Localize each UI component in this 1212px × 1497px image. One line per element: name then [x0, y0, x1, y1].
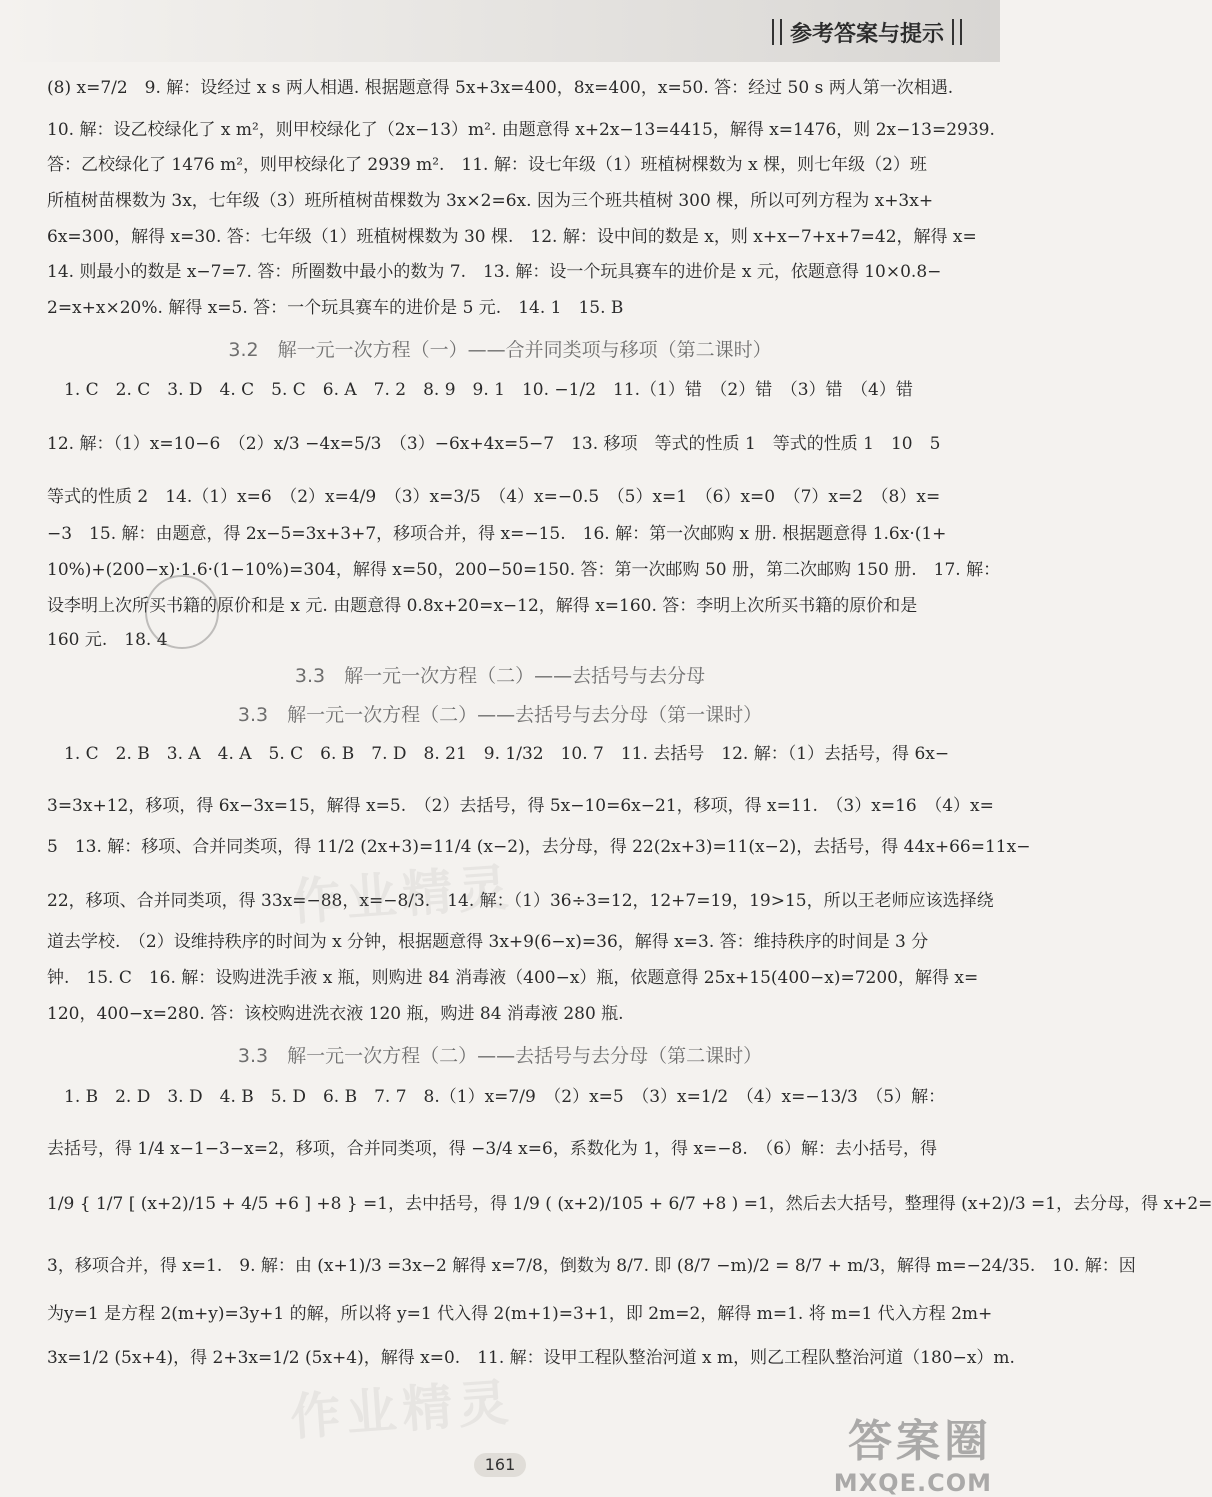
answer-line: 10%)+(200−x)·1.6·(1−10%)=304，解得 x=50，200−50=150. 答：第一次邮购 50 册，第二次邮购 150 册. 17. 解： — [47, 560, 1001, 580]
answer-line: 14. 则最小的数是 x−7=7. 答：所圈数中最小的数为 7. 13. 解：设一个玩具赛车的进价是 x 元，依题意得 10×0.8− — [47, 262, 942, 282]
answer-line: 设李明上次所买书籍的原价和是 x 元. 由题意得 0.8x+20=x−12，解得 x=160. 答：李明上次所买书籍的原价和是 — [47, 596, 918, 616]
answer-line: 6x=300，解得 x=30. 答：七年级（1）班植树棵数为 30 棵. 12. 解：设中间的数是 x，则 x+x−7+x+7=42，解得 x= — [47, 227, 977, 247]
section-heading: 3.3 解一元一次方程（二）——去括号与去分母（第一课时） — [237, 704, 763, 726]
answer-line: −3 15. 解：由题意，得 2x−5=3x+3+7，移项合并，得 x=−15. 16. 解：第一次邮购 x 册. 根据题意得 1.6x·(1+ — [47, 524, 947, 544]
answer-line: 3=3x+12，移项，得 6x−3x=15，解得 x=5. （2）去括号，得 5x−10=6x−21，移项，得 x=11. （3）x=16 （4）x= — [47, 796, 994, 816]
site-url: MXQE.COM — [833, 1469, 992, 1497]
answer-line: 钟. 15. C 16. 解：设购进洗手液 x 瓶，则购进 84 消毒液（400−x）瓶，依题意得 25x+15(400−x)=7200，解得 x= — [47, 968, 979, 988]
answer-line: 3x=1/2 (5x+4)，得 2+3x=1/2 (5x+4)，解得 x=0. 11. 解：设甲工程队整治河道 x m，则乙工程队整治河道（180−x）m. — [47, 1348, 1015, 1368]
answer-line: 所植树苗棵数为 3x，七年级（3）班所植树苗棵数为 3x×2=6x. 因为三个班共植树 300 棵，所以可列方程为 x+3x+ — [47, 191, 934, 211]
answer-line: 22，移项、合并同类项，得 33x=−88，x=−8/3. 14. 解：（1）36÷3=12，12+7=19，19>15，所以王老师应该选择绕 — [47, 891, 994, 911]
answer-line: 3，移项合并，得 x=1. 9. 解：由 (x+1)/3 =3x−2 解得 x=7/8，倒数为 8/7. 即 (8/7 −m)/2 = 8/7 + m/3，解得 m=−24/35. 10. 解：因 — [47, 1256, 1136, 1276]
section-heading: 3.3 解一元一次方程（二）——去括号与去分母 — [294, 665, 706, 687]
site-logo — [834, 1405, 992, 1497]
answer-line: 为y=1 是方程 2(m+y)=3y+1 的解，所以将 y=1 代入得 2(m+1)=3+1，即 2m=2，解得 m=1. 将 m=1 代入方程 2m+ — [47, 1304, 993, 1324]
answer-line: 5 13. 解：移项、合并同类项，得 11/2 (2x+3)=11/4 (x−2)，去分母，得 22(2x+3)=11(x−2)，去括号，得 44x+66=11x− — [47, 837, 1031, 857]
answer-line: 12. 解：（1）x=10−6 （2）x/3 −4x=5/3 （3）−6x+4x=5−7 13. 移项 等式的性质 1 等式的性质 1 10 5 — [47, 434, 941, 454]
answer-line: 2=x+x×20%. 解得 x=5. 答：一个玩具赛车的进价是 5 元. 14. 1 15. B — [47, 298, 624, 318]
answer-line: 等式的性质 2 14.（1）x=6 （2）x=4/9 （3）x=3/5 （4）x=−0.5 （5）x=1 （6）x=0 （7）x=2 （8）x= — [47, 487, 941, 507]
header-bar-icon — [772, 19, 782, 45]
answer-line: 160 元. 18. 4 — [47, 630, 168, 650]
section-heading: 3.3 解一元一次方程（二）——去括号与去分母（第二课时） — [237, 1045, 763, 1067]
answer-line: 去括号，得 1/4 x−1−3−x=2，移项，合并同类项，得 −3/4 x=6，系数化为 1，得 x=−8. （6）解：去小括号，得 — [47, 1139, 938, 1159]
answer-line: 道去学校. （2）设维持秩序的时间为 x 分钟，根据题意得 3x+9(6−x)=36，解得 x=3. 答：维持秩序的时间是 3 分 — [47, 932, 929, 952]
answer-line: 1/9 { 1/7 [ (x+2)/15 + 4/5 +6 ] +8 } =1，去中括号，得 1/9 ( (x+2)/105 + 6/7 +8 ) =1，然后去大括号，整理得 (x+2)/3 =1，去分母，得 x+2= — [47, 1194, 1212, 1214]
answer-line: 120，400−x=280. 答：该校购进洗衣液 120 瓶，购进 84 消毒液 280 瓶. — [47, 1004, 624, 1024]
watermark-text: 作业精灵 — [288, 1373, 517, 1447]
header-bar-icon — [952, 19, 962, 45]
section-heading: 3.2 解一元一次方程（一）——合并同类项与移项（第二课时） — [228, 339, 772, 361]
answer-line: 答：乙校绿化了 1476 m²，则甲校绿化了 2939 m². 11. 解：设七年级（1）班植树棵数为 x 棵，则七年级（2）班 — [47, 155, 927, 175]
answer-line: 1. C 2. C 3. D 4. C 5. C 6. A 7. 2 8. 9 9. 1 10. −1/2 11.（1）错 （2）错 （3）错 （4）错 — [47, 380, 913, 400]
answer-line: (8) x=7/2 9. 解：设经过 x s 两人相遇. 根据题意得 5x+3x=400，8x=400，x=50. 答：经过 50 s 两人第一次相遇. — [47, 78, 954, 98]
answer-line: 1. B 2. D 3. D 4. B 5. D 6. B 7. 7 8.（1）x=7/9 （2）x=5 （3）x=1/2 （4）x=−13/3 （5）解： — [47, 1087, 946, 1107]
section-title: 参考答案与提示 — [789, 21, 944, 47]
watermark-text: 作业精灵 — [288, 858, 517, 932]
stamp-mark — [145, 575, 219, 649]
page-number: 161 — [474, 1453, 526, 1477]
site-logo-text: 答案圈 — [848, 1416, 992, 1467]
answer-line: 10. 解：设乙校绿化了 x m²，则甲校绿化了（2x−13）m². 由题意得 x+2x−13=4415，解得 x=1476，则 2x−13=2939. — [47, 120, 995, 140]
answer-line: 1. C 2. B 3. A 4. A 5. C 6. B 7. D 8. 21 9. 1/32 10. 7 11. 去括号 12. 解：（1）去括号，得 6x− — [47, 744, 950, 764]
section-header — [762, 12, 972, 52]
